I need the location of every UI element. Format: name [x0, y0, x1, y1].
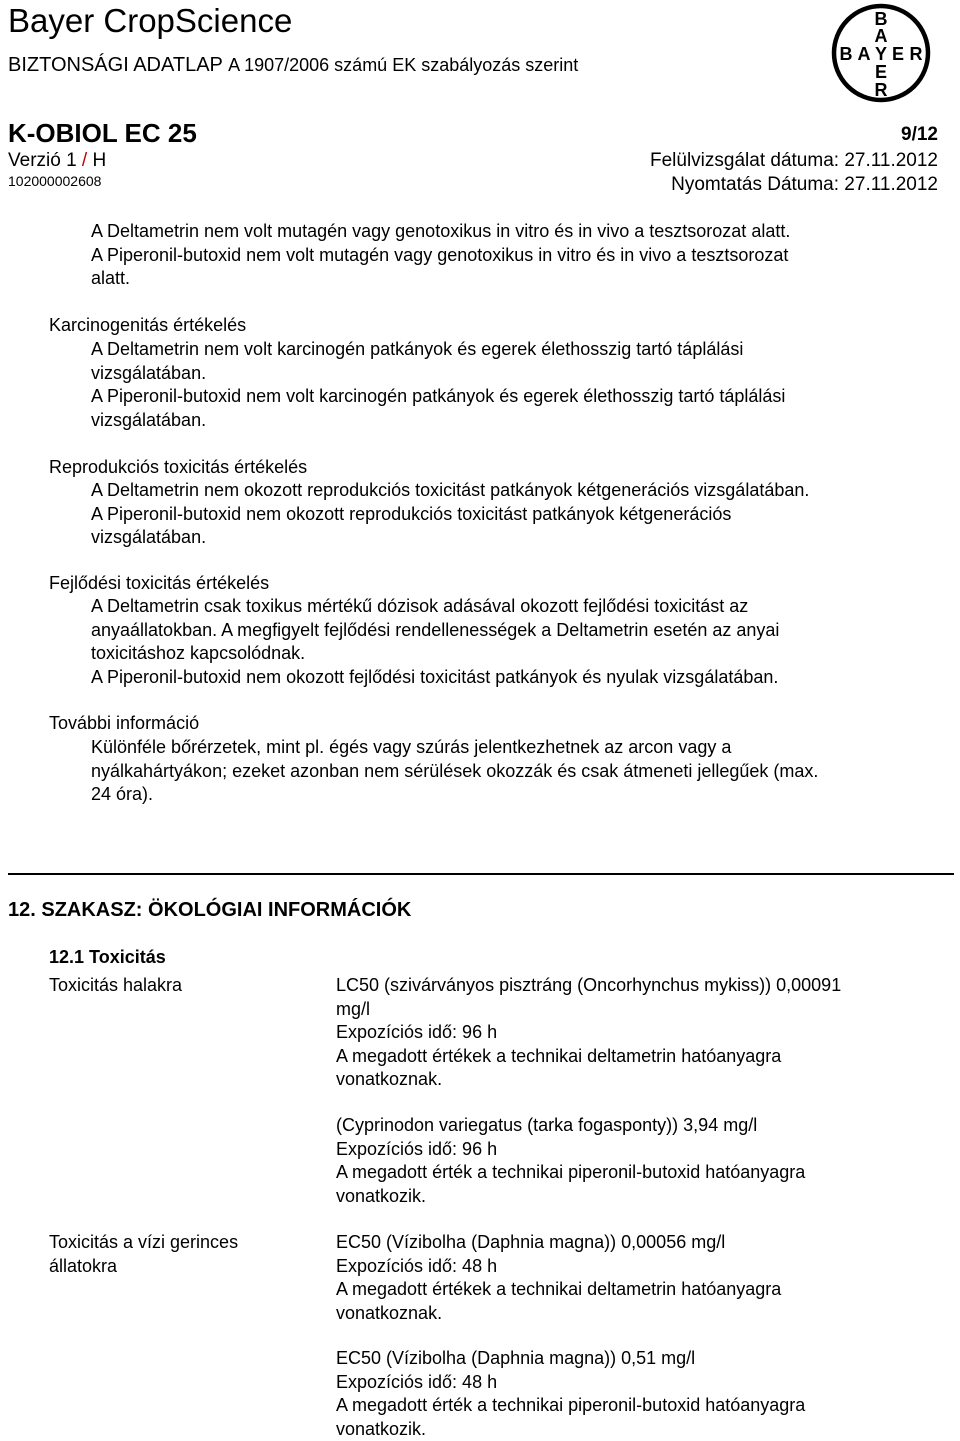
text-line: 24 óra). — [91, 784, 154, 805]
text-line: Expozíciós idő: 48 h — [336, 1255, 498, 1276]
further-info-heading: További információ — [49, 713, 200, 733]
text-line: Expozíciós idő: 48 h — [336, 1371, 498, 1392]
text-line: A Piperonil-butoxid nem okozott reprodukciós toxicitást patkányok kétgenerációs — [91, 503, 732, 524]
text-line: vizsgálatában. — [91, 362, 207, 383]
revision-date: Felülvizsgálat dátuma: 27.11.2012 — [650, 150, 938, 171]
text-line: EC50 (Vízibolha (Daphnia magna)) 0,00056 mg/l — [336, 1232, 726, 1252]
version-separator: / — [76, 150, 93, 171]
developmental-heading: Fejlődési toxicitás értékelés — [49, 573, 270, 593]
text-line: vizsgálatában. — [91, 527, 207, 548]
fish-toxicity-block-2 — [336, 1114, 805, 1208]
regulation-text: A 1907/2006 számú EK szabályozás szerint — [228, 55, 579, 75]
text-line: A Piperonil-butoxid nem volt mutagén vagy genotoxikus in vitro és in vivo a tesztsorozat — [91, 244, 789, 265]
text-line: EC50 (Vízibolha (Daphnia magna)) 0,51 mg/l — [336, 1348, 696, 1368]
logo-letter-e-h: E — [891, 44, 905, 64]
text-line: Toxicitás a vízi gerinces — [49, 1232, 239, 1252]
text-line: mg/l — [336, 998, 371, 1019]
reproductive-heading: Reprodukciós toxicitás értékelés — [49, 457, 308, 477]
text-line: anyaállatokban. A megfigyelt fejlődési rendellenességek a Deltametrin esetén az anyai — [91, 619, 780, 640]
product-name: K-OBIOL EC 25 — [8, 118, 197, 148]
mutagen-paragraph — [91, 220, 790, 291]
text-line: A megadott értékek a technikai deltametrin hatóanyagra — [336, 1279, 782, 1300]
logo-letter-e: E — [874, 62, 888, 82]
text-line: A Deltametrin nem volt karcinogén patkányok és egerek élethosszig tartó táplálási — [91, 339, 744, 359]
text-line: Expozíciós idő: 96 h — [336, 1138, 498, 1159]
subsection-12-1-title: 12.1 Toxicitás — [49, 947, 166, 967]
page-number: 9/12 — [901, 124, 938, 145]
invertebrate-toxicity-label — [49, 1231, 238, 1278]
bayer-cross-logo — [830, 2, 932, 104]
print-date: Nyomtatás Dátuma: 27.11.2012 — [671, 174, 938, 195]
text-line: LC50 (szivárványos pisztráng (Oncorhynchus mykiss)) 0,00091 — [336, 975, 842, 995]
text-line: Különféle bőrérzetek, mint pl. égés vagy szúrás jelentkezhetnek az arcon vagy a — [91, 737, 732, 757]
text-line: A Deltametrin nem okozott reprodukciós toxicitást patkányok kétgenerációs vizsgálatában. — [91, 480, 810, 500]
text-line: A megadott érték a technikai piperonil-butoxid hatóanyagra — [336, 1162, 806, 1183]
logo-letter-a: A — [874, 26, 888, 46]
logo-letter-b: B — [874, 9, 888, 29]
fish-toxicity-block-1 — [336, 974, 841, 1092]
version-letter: H — [92, 150, 107, 171]
text-line: vonatkozik. — [336, 1418, 427, 1439]
text-line: A Piperonil-butoxid nem okozott fejlődési toxicitást patkányok és nyulak vizsgálatában. — [91, 666, 779, 687]
logo-letter-r: R — [874, 80, 888, 100]
logo-letter-b-h: B — [839, 44, 853, 64]
developmental-paragraph — [91, 595, 779, 689]
logo-letter-a-h: A — [857, 44, 871, 64]
section-12-title: 12. SZAKASZ: ÖKOLÓGIAI INFORMÁCIÓK — [8, 899, 412, 921]
text-line: A Piperonil-butoxid nem volt karcinogén patkányok és egerek élethosszig tartó táplálási — [91, 386, 786, 407]
text-line: A megadott értékek a technikai deltametrin hatóanyagra — [336, 1045, 782, 1066]
text-line: vonatkoznak. — [336, 1302, 443, 1323]
text-line: alatt. — [91, 268, 131, 289]
invertebrate-toxicity-block-2 — [336, 1347, 805, 1441]
document-title — [8, 54, 578, 77]
company-name: Bayer CropScience — [8, 2, 293, 39]
document-code: 102000002608 — [8, 173, 102, 189]
text-line: A Deltametrin csak toxikus mértékű dózisok adásával okozott fejlődési toxicitást az — [91, 596, 749, 616]
reproductive-paragraph — [91, 479, 809, 550]
sds-title: BIZTONSÁGI ADATLAP — [8, 54, 223, 76]
text-line: nyálkahártyákon; ezeket azonban nem sérülések okozzák és csak átmeneti jellegűek (max. — [91, 760, 819, 781]
fish-toxicity-label: Toxicitás halakra — [49, 975, 183, 995]
section-divider — [8, 873, 954, 875]
text-line: toxicitáshoz kapcsolódnak. — [91, 643, 306, 664]
text-line: A Deltametrin nem volt mutagén vagy genotoxikus in vitro és in vivo a tesztsorozat alatt. — [91, 221, 791, 241]
text-line: állatokra — [49, 1255, 118, 1276]
carcinogenicity-paragraph — [91, 338, 785, 432]
text-line: A megadott érték a technikai piperonil-butoxid hatóanyagra — [336, 1395, 806, 1416]
text-line: vonatkozik. — [336, 1185, 427, 1206]
carcinogenicity-heading: Karcinogenitás értékelés — [49, 315, 247, 335]
invertebrate-toxicity-block-1 — [336, 1231, 781, 1325]
further-info-paragraph — [91, 736, 818, 807]
version-label: Verzió 1 — [8, 150, 77, 171]
text-line: Expozíciós idő: 96 h — [336, 1022, 498, 1043]
logo-letter-y: Y — [874, 44, 888, 64]
text-line: vizsgálatában. — [91, 409, 207, 430]
logo-letter-r-h: R — [909, 44, 923, 64]
text-line: (Cyprinodon variegatus (tarka fogasponty)) 3,94 mg/l — [336, 1115, 758, 1135]
version-info — [8, 150, 106, 172]
text-line: vonatkoznak. — [336, 1069, 443, 1090]
